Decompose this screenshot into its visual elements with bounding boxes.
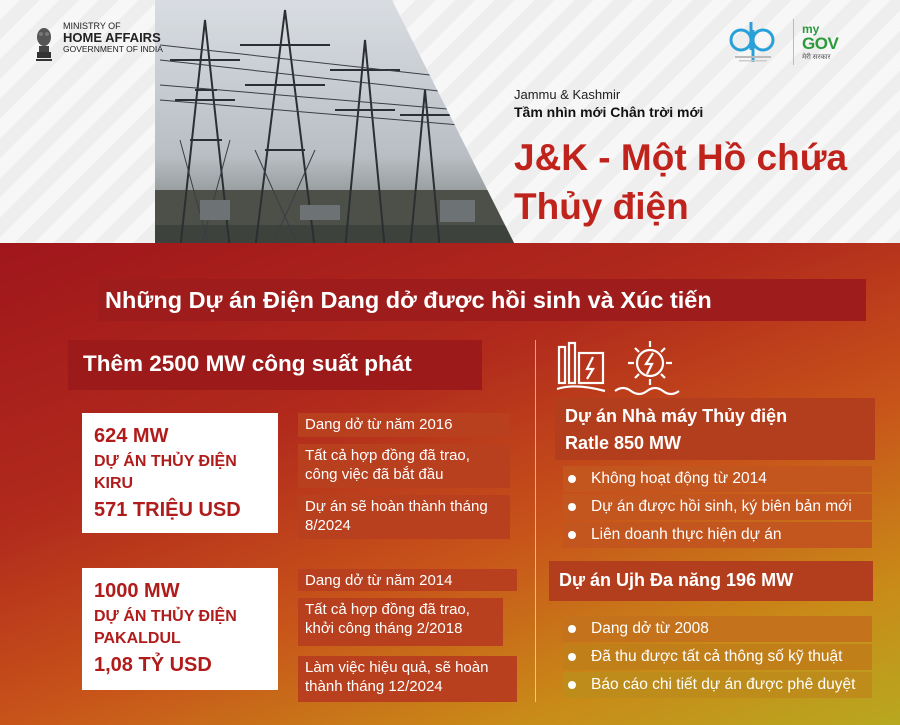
ujh-bullets [563, 617, 855, 701]
dam-power-icon [557, 343, 605, 391]
column-divider [535, 340, 536, 702]
ratle-bullet-3: Liên doanh thực hiện dự án [591, 526, 782, 543]
ratle-project-heading [555, 398, 875, 460]
partner-logos [727, 18, 838, 66]
pakaldul-note-2: Tất cả hợp đồng đã trao, khởi công tháng 2/2018 [298, 598, 503, 646]
main-title-line2: Thủy điện [514, 186, 689, 227]
bullet-icon [568, 653, 576, 661]
bullet-icon [568, 625, 576, 633]
capacity-heading: Thêm 2500 MW công suất phát [68, 340, 482, 390]
logo-separator [793, 19, 794, 65]
ratle-bullets [563, 467, 852, 551]
list-item [563, 645, 855, 673]
ratle-bullet-1: Không hoạt động từ 2014 [591, 470, 767, 487]
kiru-name-line2: KIRU [94, 475, 134, 492]
tagline: Tầm nhìn mới Chân trời mới [514, 104, 704, 120]
mygov-logo [802, 23, 838, 61]
list-item [563, 673, 855, 701]
ratle-title-line1: Dự án Nhà máy Thủy điện [565, 406, 788, 426]
plant-icons [555, 339, 685, 397]
kiru-note-3: Dự án sẽ hoàn thành tháng 8/2024 [298, 495, 510, 539]
pakaldul-name-line2: PAKALDUL [94, 630, 181, 647]
ministry-line1: MINISTRY OF [63, 21, 121, 31]
list-item [563, 467, 852, 495]
ujh-bullet-3: Báo cáo chi tiết dự án được phê duyệt [591, 676, 856, 693]
kiru-project-card [82, 413, 278, 533]
kiru-note-2: Tất cả hợp đồng đã trao, công việc đã bắt đầu [298, 444, 510, 488]
list-item [563, 495, 852, 523]
bullet-icon [568, 531, 576, 539]
turbine-wave-icon [615, 341, 679, 394]
ministry-line2: HOME AFFAIRS [63, 30, 161, 46]
mygov-my: my [802, 22, 820, 36]
ministry-line3: GOVERNMENT OF INDIA [63, 44, 163, 55]
main-title [514, 133, 847, 231]
mygov-gov: GOV [802, 34, 839, 53]
ratle-bullet-2: Dự án được hồi sinh, ký biên bản mới [591, 498, 852, 515]
kiru-note-1: Dang dở từ năm 2016 [298, 413, 510, 437]
list-item [563, 617, 855, 645]
bullet-icon [568, 475, 576, 483]
ministry-logo [33, 22, 163, 62]
kiru-cost: 571 TRIỆU USD [94, 499, 241, 521]
ashoka-emblem-icon [33, 22, 55, 62]
pakaldul-note-3: Làm việc hiệu quả, sẽ hoàn thành tháng 12/2024 [298, 656, 517, 702]
region-label: Jammu & Kashmir [514, 87, 621, 102]
dp-logo-icon [727, 18, 779, 66]
bullet-icon [568, 503, 576, 511]
kiru-capacity: 624 MW [94, 425, 169, 447]
list-item [563, 523, 852, 551]
pakaldul-project-card [82, 568, 278, 690]
kiru-name-line1: DỰ ÁN THỦY ĐIỆN [94, 453, 237, 470]
pakaldul-note-1: Dang dở từ năm 2014 [298, 569, 517, 591]
bullet-icon [568, 681, 576, 689]
mygov-sub: मेरी सरकार [802, 54, 831, 61]
section-heading: Những Dự án Điện Dang dở được hồi sinh và Xúc tiến [98, 279, 866, 321]
pakaldul-name-line1: DỰ ÁN THỦY ĐIỆN [94, 608, 237, 625]
main-title-line1: J&K - Một Hồ chứa [514, 137, 848, 178]
ujh-bullet-1: Dang dở từ 2008 [591, 620, 709, 637]
pakaldul-capacity: 1000 MW [94, 580, 180, 602]
pakaldul-cost: 1,08 TỶ USD [94, 654, 212, 676]
ratle-title-line2: Ratle 850 MW [565, 433, 682, 453]
ujh-project-heading: Dự án Ujh Đa năng 196 MW [549, 561, 873, 601]
ujh-bullet-2: Đã thu được tất cả thông số kỹ thuật [591, 648, 843, 665]
